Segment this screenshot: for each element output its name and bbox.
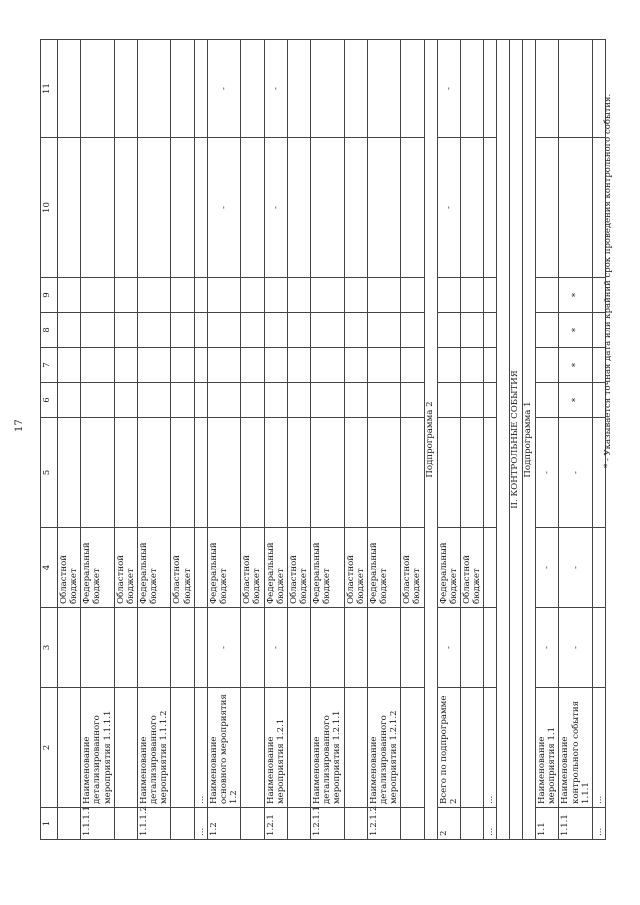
- subprogram-row: [424, 40, 437, 840]
- section-row: [510, 40, 523, 840]
- row-cell: [311, 348, 344, 383]
- row-cell: [58, 418, 81, 528]
- row-cell: [264, 278, 287, 313]
- row-cell: [264, 383, 287, 418]
- row-number: 1.1.1.2: [137, 808, 170, 840]
- row-cell: [207, 313, 240, 348]
- row-cell: [137, 40, 170, 138]
- row-cell: [58, 313, 81, 348]
- row-cell: [559, 138, 592, 278]
- row-cell: [287, 138, 310, 278]
- row-cell: [137, 348, 170, 383]
- row-number: [344, 808, 367, 840]
- row-cell: [194, 138, 207, 278]
- row-cell: [367, 40, 400, 138]
- row-cell: -: [437, 40, 460, 138]
- row-budget-source: Областной бюджет: [241, 528, 264, 608]
- row-cell: [287, 313, 310, 348]
- row-cell: [437, 313, 460, 348]
- row-cell: [484, 418, 497, 528]
- row-budget-source: Областной бюджет: [287, 528, 310, 608]
- row-cell: [536, 348, 559, 383]
- row-budget-source: Областной бюджет: [460, 528, 483, 608]
- row-budget-source: Областной бюджет: [344, 528, 367, 608]
- row-name: ...: [592, 688, 605, 808]
- row-cell: [401, 418, 424, 528]
- row-cell: [287, 278, 310, 313]
- row-name: ...: [194, 688, 207, 808]
- row-number: [460, 808, 483, 840]
- row-cell: [460, 348, 483, 383]
- row-cell: [171, 348, 194, 383]
- row-number: 1.2.1.1: [311, 808, 344, 840]
- row-budget-source: Областной бюджет: [401, 528, 424, 608]
- row-cell: [171, 383, 194, 418]
- row-executor: -: [207, 608, 240, 688]
- row-cell: [137, 418, 170, 528]
- row-cell: [311, 418, 344, 528]
- col-header: 5: [41, 418, 58, 528]
- row-cell: [437, 278, 460, 313]
- row-budget-source: Федеральный бюджет: [264, 528, 287, 608]
- row-cell: [81, 348, 114, 383]
- row-cell: [194, 313, 207, 348]
- row-executor: -: [437, 608, 460, 688]
- row-cell: [344, 138, 367, 278]
- divider-cell: [497, 40, 510, 840]
- row-name: [171, 688, 194, 808]
- row-cell: [559, 40, 592, 138]
- row-cell: -: [264, 40, 287, 138]
- row-name: Наименование мероприятия 1.2.1: [264, 688, 287, 808]
- row-cell: -: [264, 138, 287, 278]
- row-cell: [114, 383, 137, 418]
- row-executor: [137, 608, 170, 688]
- row-budget-source: Областной бюджет: [114, 528, 137, 608]
- row-cell: [484, 348, 497, 383]
- row-cell: [194, 383, 207, 418]
- row-cell: [194, 40, 207, 138]
- row-name: [460, 688, 483, 808]
- row-executor: -: [264, 608, 287, 688]
- row-cell: -: [536, 418, 559, 528]
- row-name: Наименование детализированного мероприятия 1.2.1.1: [311, 688, 344, 808]
- row-cell: [401, 40, 424, 138]
- table-row: [241, 40, 264, 840]
- col-header: 4: [41, 528, 58, 608]
- row-cell: [460, 278, 483, 313]
- row-name: [241, 688, 264, 808]
- row-cell: [401, 278, 424, 313]
- row-cell: -: [559, 608, 592, 688]
- row-name: Наименование основного мероприятия 1.2: [207, 688, 240, 808]
- row-cell: [592, 528, 605, 608]
- row-cell: [367, 313, 400, 348]
- row-cell: [460, 40, 483, 138]
- row-cell: -: [536, 608, 559, 688]
- row-budget-source: Федеральный бюджет: [137, 528, 170, 608]
- row-cell: [171, 278, 194, 313]
- row-budget-source: Федеральный бюджет: [81, 528, 114, 608]
- row-cell: [536, 383, 559, 418]
- row-cell: -: [559, 528, 592, 608]
- col-header: 1: [41, 808, 58, 840]
- row-cell: -: [207, 40, 240, 138]
- row-cell: [367, 383, 400, 418]
- row-cell: [81, 418, 114, 528]
- row-budget-source: Федеральный бюджет: [311, 528, 344, 608]
- row-cell: [311, 40, 344, 138]
- row-number: 1.2: [207, 808, 240, 840]
- row-cell: [536, 138, 559, 278]
- subprogram-1-title: Подпрограмма 1: [523, 40, 536, 840]
- table-row: [194, 40, 207, 840]
- row-name: ...: [484, 688, 497, 808]
- row-name: Всего по подпрограмме 2: [437, 688, 460, 808]
- row-number: 1.2.1.2: [367, 808, 400, 840]
- row-cell: *: [559, 383, 592, 418]
- row-cell: *: [559, 278, 592, 313]
- row-cell: [437, 348, 460, 383]
- col-header: 11: [41, 40, 58, 138]
- row-cell: -: [437, 138, 460, 278]
- row-cell: [401, 348, 424, 383]
- section-title: II. КОНТРОЛЬНЫЕ СОБЫТИЯ: [510, 40, 523, 840]
- row-cell: -: [559, 418, 592, 528]
- row-budget-source: [194, 528, 207, 608]
- row-cell: [484, 313, 497, 348]
- row-cell: [114, 278, 137, 313]
- row-cell: [401, 383, 424, 418]
- row-budget-source: Федеральный бюджет: [437, 528, 460, 608]
- row-cell: [194, 348, 207, 383]
- row-cell: [194, 278, 207, 313]
- row-executor: [460, 608, 483, 688]
- col-header: 7: [41, 348, 58, 383]
- row-executor: [171, 608, 194, 688]
- row-number: [58, 808, 81, 840]
- table-row: [264, 40, 287, 840]
- row-executor: [114, 608, 137, 688]
- row-cell: [287, 40, 310, 138]
- row-executor: [81, 608, 114, 688]
- row-cell: [58, 138, 81, 278]
- row-cell: [241, 40, 264, 138]
- row-budget-source: Федеральный бюджет: [367, 528, 400, 608]
- table-row: [171, 40, 194, 840]
- row-number: [401, 808, 424, 840]
- row-cell: [344, 418, 367, 528]
- row-cell: [344, 313, 367, 348]
- row-cell: [536, 278, 559, 313]
- row-name: Наименование детализированного мероприятия 1.2.1.2: [367, 688, 400, 808]
- row-cell: [194, 418, 207, 528]
- row-cell: [344, 40, 367, 138]
- row-cell: [137, 383, 170, 418]
- row-cell: [367, 348, 400, 383]
- row-cell: [367, 278, 400, 313]
- row-number: 1.1.1: [559, 808, 592, 840]
- table-row: [287, 40, 310, 840]
- row-cell: [311, 138, 344, 278]
- row-name: [58, 688, 81, 808]
- table-row: [460, 40, 483, 840]
- row-cell: [137, 278, 170, 313]
- row-cell: [460, 418, 483, 528]
- row-number: 1.1: [536, 808, 559, 840]
- event-row: [559, 40, 592, 840]
- row-executor: [311, 608, 344, 688]
- row-number: [114, 808, 137, 840]
- row-cell: [114, 418, 137, 528]
- table-row: [137, 40, 170, 840]
- row-cell: [171, 40, 194, 138]
- row-cell: [207, 278, 240, 313]
- row-name: Наименование мероприятия 1.1: [536, 688, 559, 808]
- row-name: [344, 688, 367, 808]
- row-cell: [207, 383, 240, 418]
- table-row: [401, 40, 424, 840]
- row-cell: [311, 278, 344, 313]
- row-cell: [171, 138, 194, 278]
- row-cell: [344, 383, 367, 418]
- row-executor: [58, 608, 81, 688]
- row-cell: [264, 418, 287, 528]
- row-cell: [536, 40, 559, 138]
- table-row: [344, 40, 367, 840]
- row-cell: [264, 348, 287, 383]
- row-cell: [241, 383, 264, 418]
- row-cell: [241, 313, 264, 348]
- row-budget-source: Областной бюджет: [58, 528, 81, 608]
- footnote: * - Указывается точная дата или крайний срок проведения контрольного события.: [603, 93, 613, 468]
- row-executor: [287, 608, 310, 688]
- row-cell: [311, 383, 344, 418]
- event-row: [536, 40, 559, 840]
- row-name: [287, 688, 310, 808]
- row-name: [114, 688, 137, 808]
- row-cell: [137, 138, 170, 278]
- row-budget-source: Федеральный бюджет: [207, 528, 240, 608]
- table-row: [81, 40, 114, 840]
- row-cell: -: [207, 138, 240, 278]
- row-name: Наименование контрольного события 1.1.1: [559, 688, 592, 808]
- row-executor: [194, 608, 207, 688]
- row-cell: [592, 608, 605, 688]
- table-row: [207, 40, 240, 840]
- row-budget-source: [484, 528, 497, 608]
- rotated-table-wrapper: [40, 40, 604, 840]
- row-cell: [367, 138, 400, 278]
- table-body: [58, 40, 606, 840]
- row-number: [287, 808, 310, 840]
- row-cell: [207, 418, 240, 528]
- row-cell: -: [536, 528, 559, 608]
- table-row: [484, 40, 497, 840]
- row-executor: [484, 608, 497, 688]
- row-cell: [484, 138, 497, 278]
- row-number: ...: [194, 808, 207, 840]
- row-cell: [81, 138, 114, 278]
- row-number: [171, 808, 194, 840]
- col-header: 8: [41, 313, 58, 348]
- row-number: ...: [484, 808, 497, 840]
- row-executor: [367, 608, 400, 688]
- row-number: 2: [437, 808, 460, 840]
- row-cell: [81, 278, 114, 313]
- row-cell: [264, 313, 287, 348]
- row-cell: [460, 313, 483, 348]
- row-cell: [137, 313, 170, 348]
- row-cell: [241, 418, 264, 528]
- row-cell: [484, 40, 497, 138]
- row-cell: [241, 278, 264, 313]
- row-cell: [367, 418, 400, 528]
- row-cell: [484, 383, 497, 418]
- row-cell: [344, 348, 367, 383]
- row-cell: [58, 348, 81, 383]
- col-header: 9: [41, 278, 58, 313]
- row-cell: [207, 348, 240, 383]
- row-cell: [114, 313, 137, 348]
- row-cell: [114, 40, 137, 138]
- row-number: 1.2.1: [264, 808, 287, 840]
- row-cell: [81, 40, 114, 138]
- row-name: [401, 688, 424, 808]
- row-cell: [401, 138, 424, 278]
- row-executor: [241, 608, 264, 688]
- row-cell: [344, 278, 367, 313]
- row-cell: [171, 418, 194, 528]
- subprogram-row: [523, 40, 536, 840]
- row-cell: [81, 313, 114, 348]
- row-cell: [460, 138, 483, 278]
- row-cell: *: [559, 313, 592, 348]
- row-cell: [114, 138, 137, 278]
- row-cell: [58, 383, 81, 418]
- row-cell: [81, 383, 114, 418]
- row-cell: [114, 348, 137, 383]
- row-cell: [401, 313, 424, 348]
- row-cell: [287, 348, 310, 383]
- page-number: 17: [14, 419, 25, 432]
- row-cell: [287, 383, 310, 418]
- row-number: 1.1.1.1: [81, 808, 114, 840]
- divider-row: [497, 40, 510, 840]
- row-number: ...: [592, 808, 605, 840]
- table-row: [367, 40, 400, 840]
- table-row: [58, 40, 81, 840]
- row-cell: [437, 418, 460, 528]
- row-cell: [58, 40, 81, 138]
- col-header: 10: [41, 138, 58, 278]
- row-cell: [58, 278, 81, 313]
- row-number: [241, 808, 264, 840]
- row-cell: *: [559, 348, 592, 383]
- subprogram-2-title: Подпрограмма 2: [424, 40, 437, 840]
- row-cell: [311, 313, 344, 348]
- row-executor: [344, 608, 367, 688]
- row-cell: [287, 418, 310, 528]
- budget-table: [40, 39, 606, 840]
- row-cell: [241, 348, 264, 383]
- row-cell: [536, 313, 559, 348]
- row-name: Наименование детализированного мероприятия 1.1.1.2: [137, 688, 170, 808]
- table-row: [311, 40, 344, 840]
- row-cell: [171, 313, 194, 348]
- row-cell: [484, 278, 497, 313]
- col-header: 2: [41, 688, 58, 808]
- col-header: 3: [41, 608, 58, 688]
- table-row: [437, 40, 460, 840]
- row-cell: [437, 383, 460, 418]
- header-row: [41, 40, 58, 840]
- row-cell: [460, 383, 483, 418]
- table-row: [114, 40, 137, 840]
- row-name: Наименование детализированного мероприятия 1.1.1.1: [81, 688, 114, 808]
- row-budget-source: Областной бюджет: [171, 528, 194, 608]
- row-cell: [241, 138, 264, 278]
- col-header: 6: [41, 383, 58, 418]
- row-executor: [401, 608, 424, 688]
